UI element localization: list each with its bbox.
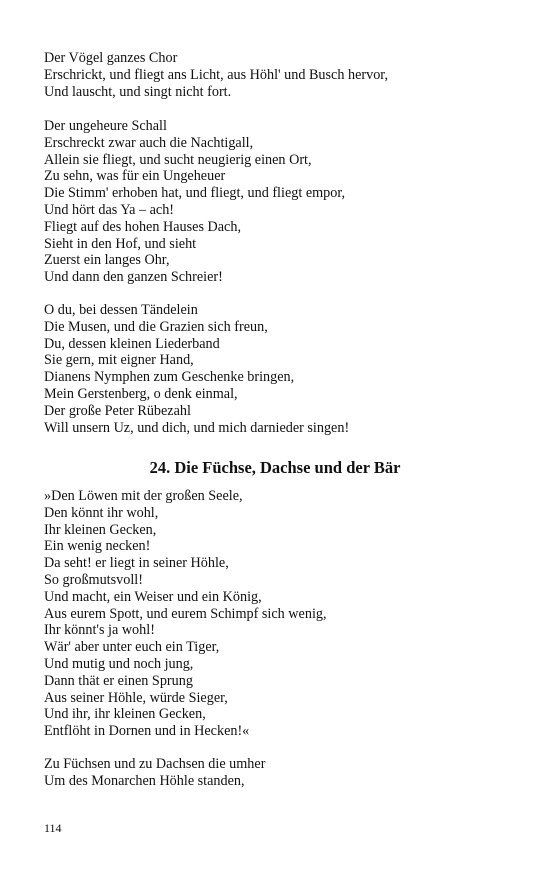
poem-line: Der Vögel ganzes Chor — [44, 50, 178, 66]
poem-stanza — [44, 488, 327, 740]
poem-line: O du, bei dessen Tändelein — [44, 302, 198, 318]
poem-line: Fliegt auf des hohen Hauses Dach, — [44, 218, 241, 235]
poem-line: Und dann den ganzen Schreier! — [44, 269, 223, 286]
poem-line: Ihr kleinen Gecken, — [44, 521, 157, 538]
poem-line: Mein Gerstenberg, o denk einmal, — [44, 385, 238, 402]
poem-line: »Den Löwen mit der großen Seele, — [44, 488, 243, 504]
poem-stanza — [44, 118, 345, 286]
poem-line: Und mutig und noch jung, — [44, 655, 194, 672]
poem-line: Um des Monarchen Höhle standen, — [44, 772, 245, 789]
poem-line: Will unsern Uz, und dich, und mich darnieder singen! — [44, 419, 350, 436]
poem-line: Aus eurem Spott, und eurem Schimpf sich wenig, — [44, 605, 327, 622]
poem-line: Entflöht in Dornen und in Hecken!« — [44, 723, 250, 740]
poem-line: Den könnt ihr wohl, — [44, 504, 159, 521]
poem-line: Ihr könnt's ja wohl! — [44, 622, 155, 639]
poem-line: Da seht! er liegt in seiner Höhle, — [44, 555, 229, 572]
poem-line: Allein sie fliegt, und sucht neugierig einen Ort, — [44, 151, 312, 168]
poem-line: Dianens Nymphen zum Geschenke bringen, — [44, 369, 295, 386]
poem-line: Du, dessen kleinen Liederband — [44, 335, 220, 352]
poem-line: Die Musen, und die Grazien sich freun, — [44, 318, 268, 335]
poem-line: Der ungeheure Schall — [44, 118, 167, 134]
poem-line: Und macht, ein Weiser und ein König, — [44, 588, 262, 605]
poem-stanza — [44, 756, 265, 790]
poem-line: Dann thät er einen Sprung — [44, 672, 193, 689]
poem-line: Ein wenig necken! — [44, 538, 151, 555]
poem-line: Zu Füchsen und zu Dachsen die umher — [44, 756, 266, 772]
poem-line: Sieht in den Hof, und sieht — [44, 235, 197, 252]
poem-line: Erschreckt zwar auch die Nachtigall, — [44, 134, 254, 151]
poem-line: Zu sehn, was für ein Ungeheuer — [44, 168, 226, 185]
poem-line: Und ihr, ihr kleinen Gecken, — [44, 706, 206, 723]
poem-line: Wär' aber unter euch ein Tiger, — [44, 639, 220, 656]
page-number: 114 — [44, 821, 62, 835]
poem-stanza — [44, 50, 388, 100]
poem-line: Aus seiner Höhle, würde Sieger, — [44, 689, 228, 706]
poem-stanza — [44, 302, 349, 436]
poem-title: 24. Die Füchse, Dachse und der Bär — [149, 458, 401, 477]
poem-line: Sie gern, mit eigner Hand, — [44, 352, 194, 369]
poem-line: Und hört das Ya – ach! — [44, 201, 175, 218]
poem-line: Der große Peter Rübezahl — [44, 402, 191, 419]
poem-line: Zuerst ein langes Ohr, — [44, 252, 170, 269]
poem-line: Die Stimm' erhoben hat, und fliegt, und fliegt empor, — [44, 185, 346, 202]
poem-line: So großmutsvoll! — [44, 571, 143, 588]
poem-line: Erschrickt, und fliegt ans Licht, aus Höhl' und Busch hervor, — [44, 66, 388, 83]
poem-line: Und lauscht, und singt nicht fort. — [44, 83, 232, 100]
